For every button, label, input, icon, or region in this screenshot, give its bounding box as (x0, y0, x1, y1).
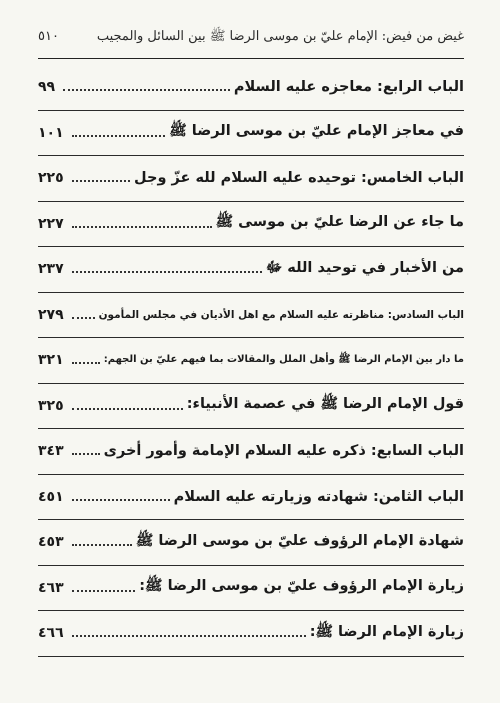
leader-dots (72, 317, 95, 319)
leader-dots (72, 544, 132, 546)
leader-dots (72, 271, 262, 273)
toc-title: الباب السادس: مناظرته عليه السلام مع اهل الأديان في مجلس المأمون (98, 308, 464, 321)
toc-entry (38, 611, 464, 657)
toc-page-number: ٤٥٣ (38, 534, 64, 551)
leader-dots (72, 499, 170, 501)
toc-entry (38, 429, 464, 475)
toc-title: زيارة الإمام الرضا ﷺ: (309, 623, 464, 640)
toc-title: في معاجز الإمام عليّ بن موسى الرضا ﷺ (169, 123, 464, 140)
toc-page-number: ٣٤٣ (38, 443, 64, 460)
toc-entry (38, 247, 464, 293)
toc-title: الباب الثامن: شهادته وزيارته عليه السلام (173, 488, 464, 505)
toc-title: الباب السابع: ذكره عليه السلام الإمامة وأمور أخرى (103, 443, 464, 460)
leader-dots (72, 180, 130, 182)
leader-dots (72, 362, 100, 364)
toc-page-number: ٤٦٣ (38, 579, 64, 596)
page-number: ٥١٠ (38, 29, 59, 44)
toc-page-number: ٢٢٥ (38, 170, 64, 187)
leader-dots (72, 453, 100, 455)
toc-entry (38, 65, 464, 111)
toc-entry (38, 566, 464, 612)
toc-entry (38, 475, 464, 521)
toc-entry (38, 156, 464, 202)
toc-entry (38, 384, 464, 430)
toc-entry (38, 338, 464, 384)
page-header (38, 28, 464, 56)
toc-title: شهادة الإمام الرؤوف عليّ بن موسى الرضا ﷺ (135, 532, 464, 549)
toc-page-number: ٢٣٧ (38, 261, 64, 278)
toc-page-number: ٩٩ (38, 79, 56, 96)
toc-page-number: ٤٥١ (38, 488, 64, 505)
toc-page-number: ٣٢١ (38, 352, 64, 369)
table-of-contents (38, 65, 464, 657)
toc-page-number: ٣٢٥ (38, 397, 64, 414)
toc-page-number: ١٠١ (38, 124, 64, 141)
leader-dots (72, 590, 136, 592)
toc-title: زيارة الإمام الرؤوف عليّ بن موسى الرضا ﷺ: (139, 578, 464, 595)
toc-page-number: ٢٧٩ (38, 306, 64, 323)
toc-page-number: ٤٦٦ (38, 625, 64, 642)
leader-dots (72, 408, 183, 410)
leader-dots (72, 135, 166, 137)
toc-title: ما دار بين الإمام الرضا ﷺ وأهل الملل والمقالات بما فيهم عليّ بن الجهم: (103, 354, 464, 366)
header-rule (38, 58, 464, 59)
toc-entry (38, 520, 464, 566)
toc-title: ما جاء عن الرضا عليّ بن موسى ﷺ (215, 214, 464, 231)
leader-dots (72, 635, 306, 637)
toc-title: قول الإمام الرضا ﷺ في عصمة الأنبياء: (186, 396, 464, 413)
leader-dots (63, 89, 230, 91)
toc-title: الباب الخامس: توحيده عليه السلام لله عزّ وجل (134, 170, 464, 187)
toc-title: من الأخبار في توحيد الله ﷻ (265, 259, 464, 276)
toc-entry (38, 293, 464, 339)
leader-dots (72, 226, 212, 228)
toc-title: الباب الرابع: معاجزه عليه السلام (233, 79, 464, 96)
toc-entry (38, 111, 464, 157)
toc-entry (38, 202, 464, 248)
toc-page-number: ٢٢٧ (38, 215, 64, 232)
running-title: غيض من فيض: الإمام عليّ بن موسى الرضا ﷺ بين السائل والمجيب (96, 29, 464, 44)
